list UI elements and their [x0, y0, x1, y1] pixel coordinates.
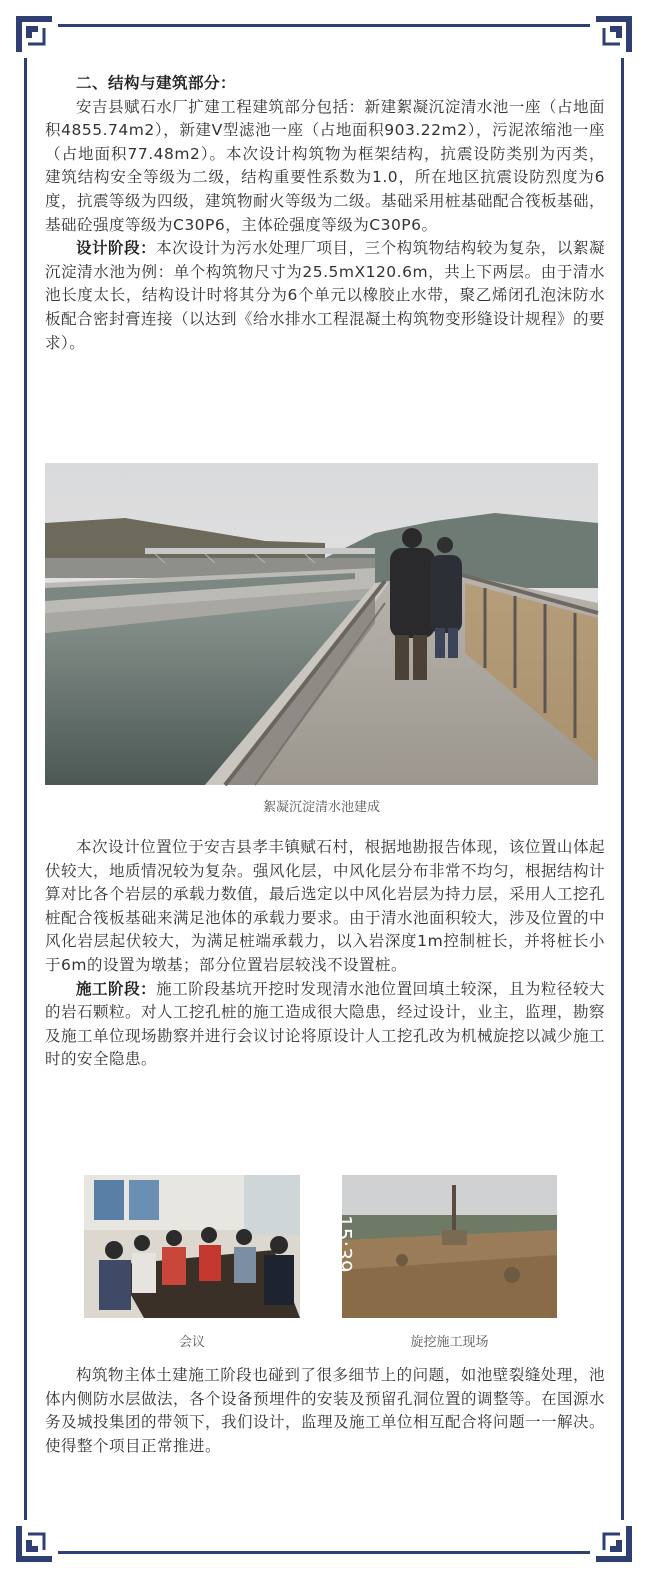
paragraph-building: 安吉县赋石水厂扩建工程建筑部分包括：新建絮凝沉淀清水池一座（占地面积4855.74m2），新建V型滤池一座（占地面积903.22m2），污泥浓缩池一座（占地面积77.48m2）。本次设计构筑物为框架结构，抗震设防类别为丙类，建筑结构安全等级为二级，结构重要性系数为1.0，所在地区抗震设防烈度为6度，抗震等级为四级，建筑物耐火等级为二级。基础采用桩基础配合筏板基础，基础砼强度等级为C30P6，主体砼强度等级为C30P6。	[45, 97, 606, 234]
caption-meeting: 会议	[178, 1335, 205, 1350]
corner-ornament-icon	[14, 1524, 54, 1564]
caption-drilling: 旋挖施工现场	[410, 1335, 489, 1350]
photo-meeting	[84, 1175, 300, 1318]
photo-drilling-site	[332, 1175, 557, 1318]
paragraph-design	[45, 237, 605, 355]
section-heading: 二、结构与建筑部分：	[76, 74, 237, 92]
paragraph-final: 构筑物主体土建施工阶段也碰到了很多细节上的问题，如池壁裂缝处理，池体内侧防水层做法，各个设备预埋件的安装及预留孔洞位置的调整等。在国源水务及城投集团的带领下，我们设计，监理及施工单位相互配合将问题一一解决。使得整个项目正常推进。	[45, 1366, 606, 1455]
paragraph-construction-text: 施工阶段基坑开挖时发现清水池位置回填土较深，且为粒径较大的岩石颗粒。对人工挖孔桩的施工造成很大隐患，经过设计，业主，监理，勘察及施工单位现场勘察并进行会议讨论将原设计人工挖孔改为机械旋挖以减少施工时的安全隐患。	[45, 979, 606, 1069]
paragraph-site: 本次设计位置位于安吉县孝丰镇赋石村，根据地勘报告体现，该位置山体起伏较大，地质情况较为复杂。强风化层，中风化层分布非常不均匀，根据结构计算对比各个岩层的承载力数值，最后选定以中风化岩层为持力层，采用人工挖孔桩配合筏板基础来满足池体的承载力要求。由于清水池面积较大，涉及位置的中风化岩层起伏较大，为满足桩端承载力，以入岩深度1m控制桩长，并将桩长小于6m的设置为墩基；部分位置岩层较浅不设置桩。	[45, 838, 606, 974]
article-section-final	[45, 1364, 605, 1458]
photo-timestamp: 15:39	[332, 1215, 356, 1273]
paragraph-construction	[45, 978, 605, 1072]
photo-clear-water-tank	[45, 463, 598, 785]
caption-main-photo: 絮凝沉淀清水池建成	[262, 800, 380, 815]
article-section-site	[45, 836, 605, 1072]
corner-ornament-icon	[14, 14, 54, 54]
paragraph-design-text: 本次设计为污水处理厂项目，三个构筑物结构较为复杂，以絮凝沉淀清水池为例：单个构筑物尺寸为25.5mX120.6m，共上下两层。由于清水池长度太长，结构设计时将其分为6个单元以橡胶止水带，聚乙烯闭孔泡沫防水板配合密封膏连接（以达到《给水排水工程混凝土构筑物变形缝设计规程》的要求）。	[45, 239, 606, 352]
corner-ornament-icon	[594, 1524, 634, 1564]
corner-ornament-icon	[594, 14, 634, 54]
article-section-structure	[45, 72, 605, 355]
construction-label: 施工阶段：	[76, 979, 157, 998]
design-label: 设计阶段：	[76, 239, 157, 258]
